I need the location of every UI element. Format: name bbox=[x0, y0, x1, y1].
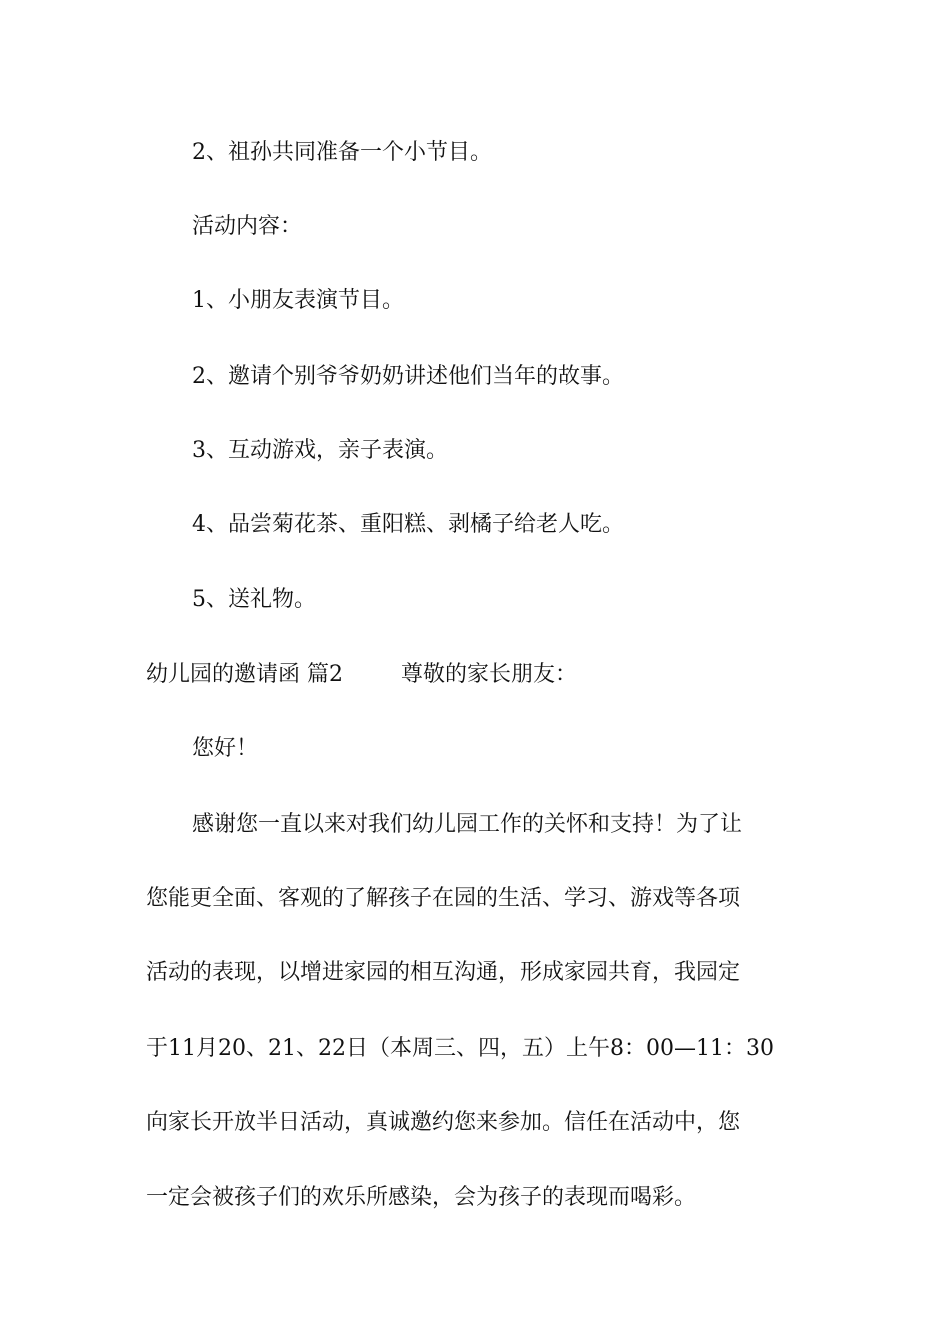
section-heading bbox=[146, 660, 806, 690]
content-item-3: 3、互动游戏，亲子表演。 bbox=[192, 438, 448, 463]
content-item-2: 2、邀请个别爷爷奶奶讲述他们当年的故事。 bbox=[192, 364, 624, 389]
content-item-1: 1、小朋友表演节目。 bbox=[192, 288, 404, 313]
body-line-2: 您能更全面、客观的了解孩子在园的生活、学习、游戏等各项 bbox=[146, 886, 741, 911]
section-label-activity-content: 活动内容： bbox=[192, 214, 303, 239]
section-title: 幼儿园的邀请函 篇2 bbox=[146, 662, 343, 687]
body-line-1: 感谢您一直以来对我们幼儿园工作的关怀和支持！为了让 bbox=[192, 812, 743, 837]
body-line-5: 向家长开放半日活动，真诚邀约您来参加。信任在活动中，您 bbox=[146, 1110, 741, 1135]
salutation: 尊敬的家长朋友： bbox=[401, 662, 578, 687]
body-line-4: 于11月20、21、22日（本周三、四，五）上午8：00—11：30 bbox=[146, 1036, 774, 1061]
content-item-5: 5、送礼物。 bbox=[192, 587, 316, 612]
list-item-prep-2: 2、祖孙共同准备一个小节目。 bbox=[192, 140, 492, 165]
content-item-4: 4、品尝菊花茶、重阳糕、剥橘子给老人吃。 bbox=[192, 512, 624, 537]
greeting: 您好！ bbox=[192, 736, 259, 761]
body-line-6: 一定会被孩子们的欢乐所感染，会为孩子的表现而喝彩。 bbox=[146, 1185, 697, 1210]
body-line-3: 活动的表现，以增进家园的相互沟通，形成家园共育，我园定 bbox=[146, 960, 741, 985]
